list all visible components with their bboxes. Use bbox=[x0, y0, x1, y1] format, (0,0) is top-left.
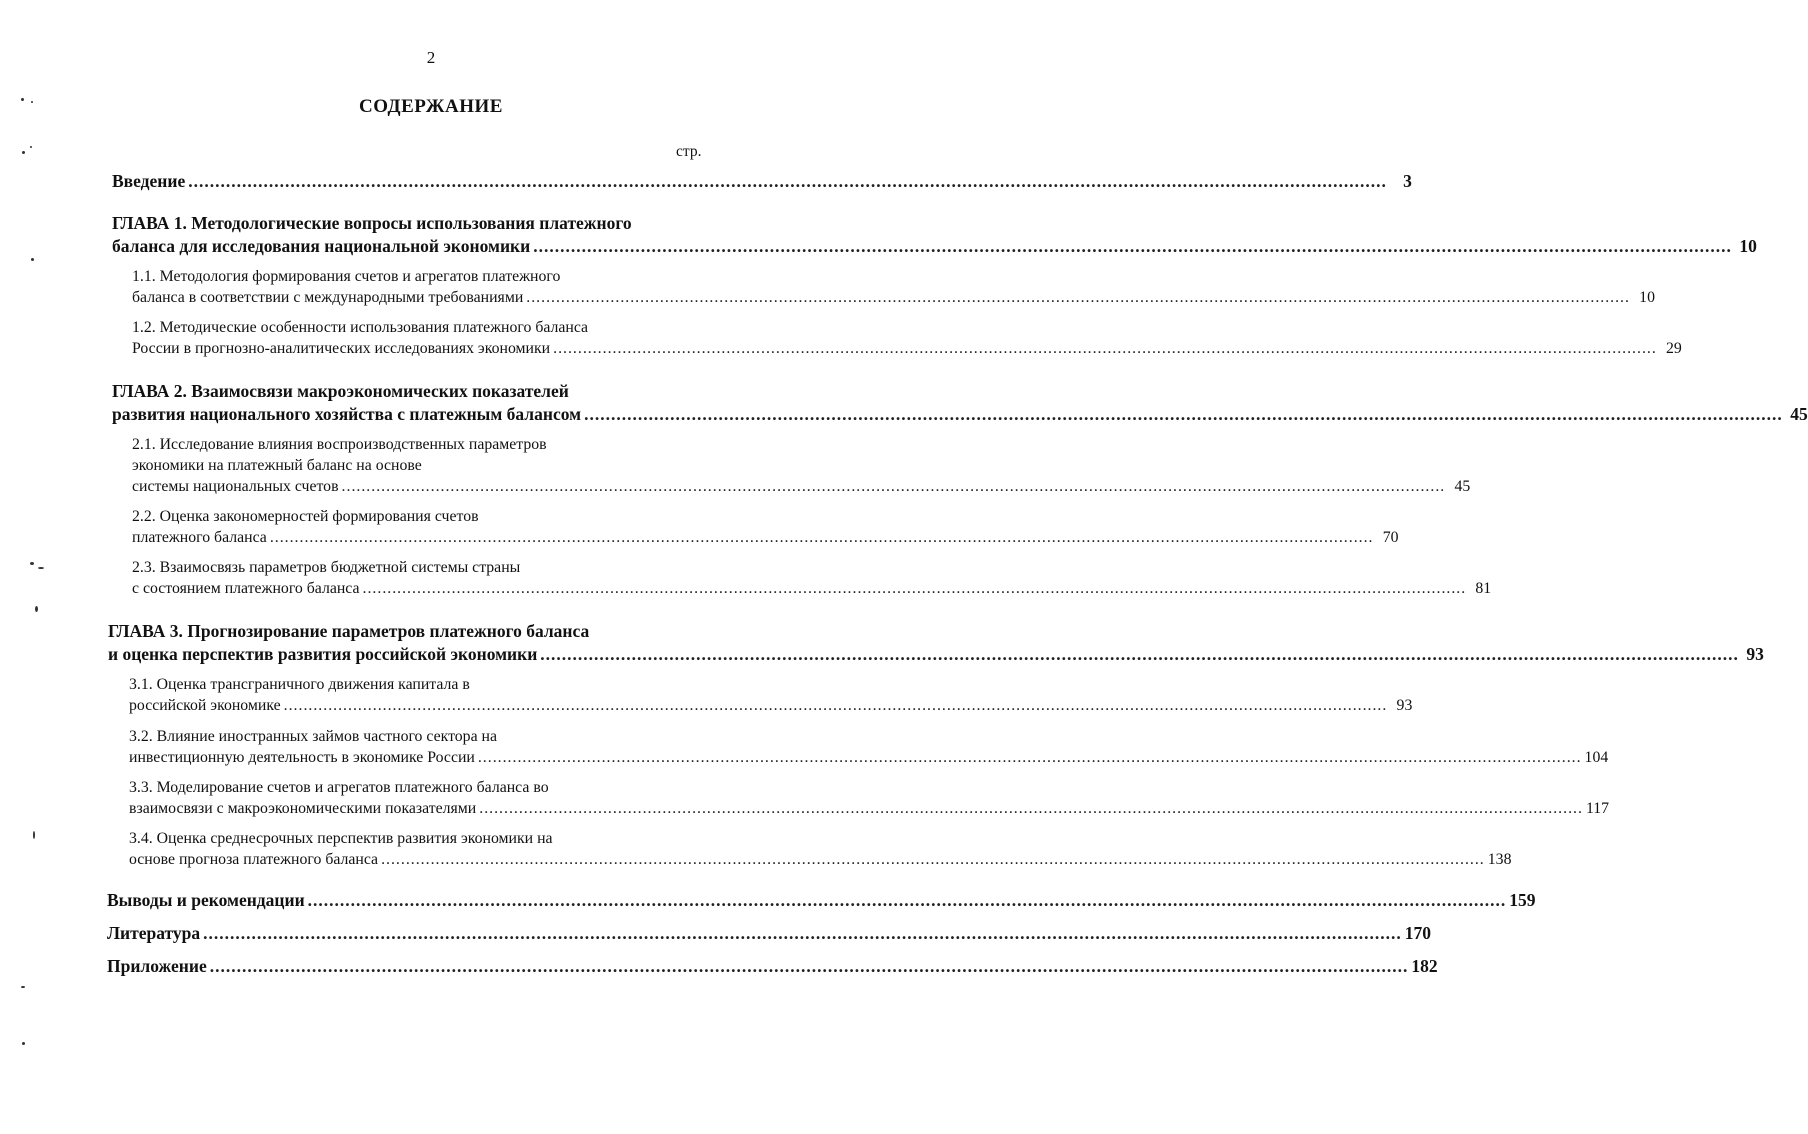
scan-speck bbox=[31, 258, 34, 261]
toc-entry-section-1-1[interactable] bbox=[132, 288, 1655, 308]
toc-page-number: 3 bbox=[1403, 171, 1412, 191]
page-number: 2 bbox=[426, 48, 436, 67]
scan-speck bbox=[21, 98, 24, 101]
dot-leader: ............................................................................................................................................................................................................................... bbox=[477, 749, 1582, 766]
toc-page-number: 10 bbox=[1639, 289, 1655, 306]
scan-speck bbox=[35, 606, 38, 612]
dot-leader: ............................................................................................................................................................................................................................... bbox=[362, 580, 1467, 597]
section-3-1-line-2: российской экономике bbox=[129, 697, 281, 714]
dot-leader: ............................................................................................................................................................................................................................... bbox=[307, 890, 1507, 910]
section-2-1-line-1: 2.1. Исследование влияния воспроизводственных параметров bbox=[132, 436, 547, 453]
section-2-2-line-2: платежного баланса bbox=[132, 529, 267, 546]
section-3-1-line-1: 3.1. Оценка трансграничного движения капитала в bbox=[129, 676, 470, 693]
section-1-1-line-2: баланса в соответствии с международными требованиями bbox=[132, 289, 524, 306]
toc-page-number: 182 bbox=[1411, 956, 1438, 976]
scan-speck bbox=[30, 146, 32, 148]
toc-page-number: 45 bbox=[1454, 478, 1471, 495]
scan-speck bbox=[21, 986, 25, 988]
toc-page-number: 29 bbox=[1666, 340, 1682, 357]
toc-entry-section-3-4[interactable] bbox=[129, 850, 1512, 870]
toc-entry-chapter-1[interactable] bbox=[112, 236, 1757, 256]
chapter-2-title-line-1: ГЛАВА 2. Взаимосвязи макроэкономических показателей bbox=[112, 381, 569, 401]
toc-entry-appendix[interactable] bbox=[107, 956, 1438, 976]
dot-leader: ............................................................................................................................................................................................................................... bbox=[533, 236, 1732, 256]
toc-entry-section-3-2[interactable] bbox=[129, 748, 1609, 768]
toc-entry-section-2-2[interactable] bbox=[132, 528, 1399, 548]
section-2-2-line-1: 2.2. Оценка закономерностей формирования счетов bbox=[132, 508, 479, 525]
chapter-2-title-line-2: развития национального хозяйства с платежным балансом bbox=[112, 404, 582, 424]
toc-entry-chapter-2[interactable] bbox=[112, 404, 1808, 424]
toc-entry-title: Выводы и рекомендации bbox=[107, 890, 305, 910]
dot-leader: ............................................................................................................................................................................................................................... bbox=[203, 923, 1402, 943]
toc-page-number: 170 bbox=[1404, 923, 1431, 943]
dot-leader: ............................................................................................................................................................................................................................... bbox=[341, 478, 1446, 495]
section-2-1-line-3: системы национальных счетов bbox=[132, 478, 339, 495]
pages-column-label: стр. bbox=[676, 143, 702, 160]
dot-leader: ............................................................................................................................................................................................................................... bbox=[188, 171, 1387, 191]
section-3-3-line-1: 3.3. Моделирование счетов и агрегатов платежного баланса во bbox=[129, 779, 549, 796]
scan-speck bbox=[31, 101, 33, 103]
section-2-3-line-2: с состоянием платежного баланса bbox=[132, 580, 360, 597]
section-2-1-line-2: экономики на платежный баланс на основе bbox=[132, 457, 422, 474]
section-3-4-line-2: основе прогноза платежного баланса bbox=[129, 851, 379, 868]
dot-leader: ............................................................................................................................................................................................................................... bbox=[553, 340, 1657, 357]
dot-leader: ............................................................................................................................................................................................................................... bbox=[540, 644, 1739, 664]
section-1-2-line-1: 1.2. Методические особенности использования платежного баланса bbox=[132, 319, 589, 336]
chapter-1-title-line-2: баланса для исследования национальной экономики bbox=[112, 236, 531, 256]
toc-entry-section-3-3[interactable] bbox=[129, 799, 1610, 819]
toc-page-number: 138 bbox=[1487, 851, 1512, 868]
dot-leader: ............................................................................................................................................................................................................................... bbox=[584, 404, 1783, 424]
toc-page-number: 70 bbox=[1382, 529, 1399, 546]
toc-entry-title: Введение bbox=[112, 171, 186, 191]
toc-page-number: 45 bbox=[1790, 404, 1808, 424]
section-1-1-line-1: 1.1. Методология формирования счетов и агрегатов платежного bbox=[132, 268, 561, 285]
page-title: СОДЕРЖАНИЕ bbox=[359, 96, 503, 117]
toc-entry-section-2-1[interactable] bbox=[132, 477, 1471, 497]
dot-leader: ............................................................................................................................................................................................................................... bbox=[479, 800, 1583, 817]
scan-speck bbox=[22, 151, 25, 154]
section-3-3-line-2: взаимосвязи с макроэкономическими показателями bbox=[129, 800, 477, 817]
section-3-4-line-1: 3.4. Оценка среднесрочных перспектив развития экономики на bbox=[129, 830, 553, 847]
chapter-3-title-line-1: ГЛАВА 3. Прогнозирование параметров платежного баланса bbox=[108, 621, 590, 641]
section-2-3-line-1: 2.3. Взаимосвязь параметров бюджетной системы страны bbox=[132, 559, 521, 576]
chapter-1-title-line-1: ГЛАВА 1. Методологические вопросы использования платежного bbox=[112, 213, 632, 233]
section-3-2-line-1: 3.2. Влияние иностранных займов частного сектора на bbox=[129, 728, 498, 745]
dot-leader: ............................................................................................................................................................................................................................... bbox=[283, 697, 1388, 714]
dot-leader: ............................................................................................................................................................................................................................... bbox=[381, 851, 1485, 868]
toc-entry-intro[interactable] bbox=[112, 171, 1412, 191]
scan-speck bbox=[38, 567, 44, 569]
dot-leader: ............................................................................................................................................................................................................................... bbox=[209, 956, 1409, 976]
scan-speck bbox=[33, 831, 35, 839]
scan-speck bbox=[30, 562, 34, 565]
toc-page-number: 159 bbox=[1509, 890, 1536, 910]
toc-entry-title: Литература bbox=[107, 923, 201, 943]
toc-page-number: 93 bbox=[1396, 697, 1413, 714]
chapter-3-title-line-2: и оценка перспектив развития российской экономики bbox=[108, 644, 538, 664]
toc-entry-title: Приложение bbox=[107, 956, 207, 976]
dot-leader: ............................................................................................................................................................................................................................... bbox=[269, 529, 1374, 546]
toc-page-number: 104 bbox=[1584, 749, 1609, 766]
toc-page-number: 10 bbox=[1739, 236, 1757, 256]
section-3-2-line-2: инвестиционную деятельность в экономике России bbox=[129, 749, 475, 766]
toc-entry-conclusions[interactable] bbox=[107, 890, 1536, 910]
toc-entry-section-2-3[interactable] bbox=[132, 579, 1492, 599]
toc-entry-section-3-1[interactable] bbox=[129, 696, 1413, 716]
section-1-2-line-2: России в прогнозно-аналитических исследованиях экономики bbox=[132, 340, 551, 357]
toc-entry-section-1-2[interactable] bbox=[132, 339, 1682, 359]
toc-page-number: 93 bbox=[1746, 644, 1764, 664]
toc-entry-chapter-3[interactable] bbox=[108, 644, 1764, 664]
scan-speck bbox=[22, 1042, 25, 1045]
toc-page-number: 117 bbox=[1585, 800, 1610, 817]
toc-page-number: 81 bbox=[1475, 580, 1492, 597]
toc-entry-literature[interactable] bbox=[107, 923, 1431, 943]
dot-leader: ............................................................................................................................................................................................................................... bbox=[526, 289, 1630, 306]
